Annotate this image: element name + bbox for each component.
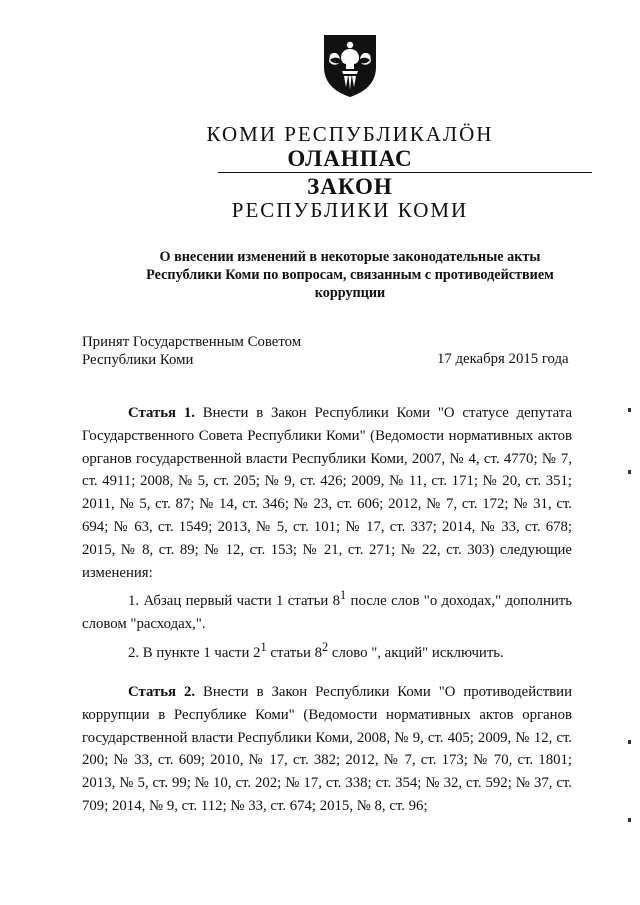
header-divider [218,172,592,173]
adopted-by-line: Республики Коми [82,352,194,368]
law-title-line: коррупции [314,285,386,301]
article-1 [82,402,572,665]
adoption-date: 17 декабря 2015 года [437,351,569,367]
article-1-item-1: 1. Абзац первый части 1 статьи $8^1$ после слов "о доходах," дополнить словом "расходах,". [82,588,572,633]
article-2 [82,681,572,818]
adoption-info [82,333,301,369]
article-2-label: Статья 2. [128,684,196,700]
scan-margin-mark [628,818,631,822]
adopted-by-line: Принят Государственным Советом [82,334,302,350]
scan-margin-mark [628,740,631,744]
komi-law-title: ОЛАНПАС [287,146,413,171]
law-title-line: О внесении изменений в некоторые законодательные акты [159,249,541,265]
scan-margin-mark [628,408,631,412]
article-1-paragraph [82,402,572,584]
komi-header-line: КОМИ РЕСПУБЛИКАЛӦН [206,122,494,146]
article-2-paragraph [82,681,572,818]
article-1-text: Внести в Закон Республики Коми "О статусе депутата Государственного Совета Республики Коми" (Ведомости нормативных актов органов государственной власти Республики Коми, 2007, № 4, ст. 4770; № 7, ст. 4911; 2008, № 5, ст. 205; № 9, ст. 426; 2009, № 11, ст. 171; № 20, ст. 351; 2011, № 5, ст. 87; № 14, ст. 346; № 23, ст. 606; 2012, № 7, ст. 172; № 31, ст. 694; № 63, ст. 1549; 2013, № 5, ст. 101; № 17, ст. 337; 2014, № 33, ст. 678; 2015, № 8, ст. 89; № 12, ст. 153; № 21, ст. 271; № 22, ст. 303) следующие изменения: [82,405,573,581]
law-title-line: Республики Коми по вопросам, связанным с противодействием [146,267,554,283]
komi-coat-of-arms-icon [322,33,378,99]
article-1-label: Статья 1. [128,405,195,421]
law-title [90,248,610,302]
republic-heading: РЕСПУБЛИКИ КОМИ [231,198,469,222]
article-2-text: Внести в Закон Республики Коми "О противодействии коррупции в Республике Коми" (Ведомости нормативных актов органов государственной власти Республики Коми, 2008, № 9, ст. 405; 2009, № 12, ст. 200; № 33, ст. 609; 2010, № 17, ст. 382; 2012, № 7, ст. 173; № 70, ст. 1801; 2013, № 5, ст. 99; № 10, ст. 202; № 17, ст. 338; ст. 354; № 32, ст. 592; № 37, ст. 709; 2014, № 9, ст. 112; № 33, ст. 674; 2015, № 8, ст. 96; [82,684,573,814]
article-1-item-2: 2. В пункте 1 части $2^1$ статьи $8^2$ слово ", акций" исключить. [128,639,504,661]
scan-margin-mark [628,470,631,474]
document-type-heading: ЗАКОН [307,174,393,199]
